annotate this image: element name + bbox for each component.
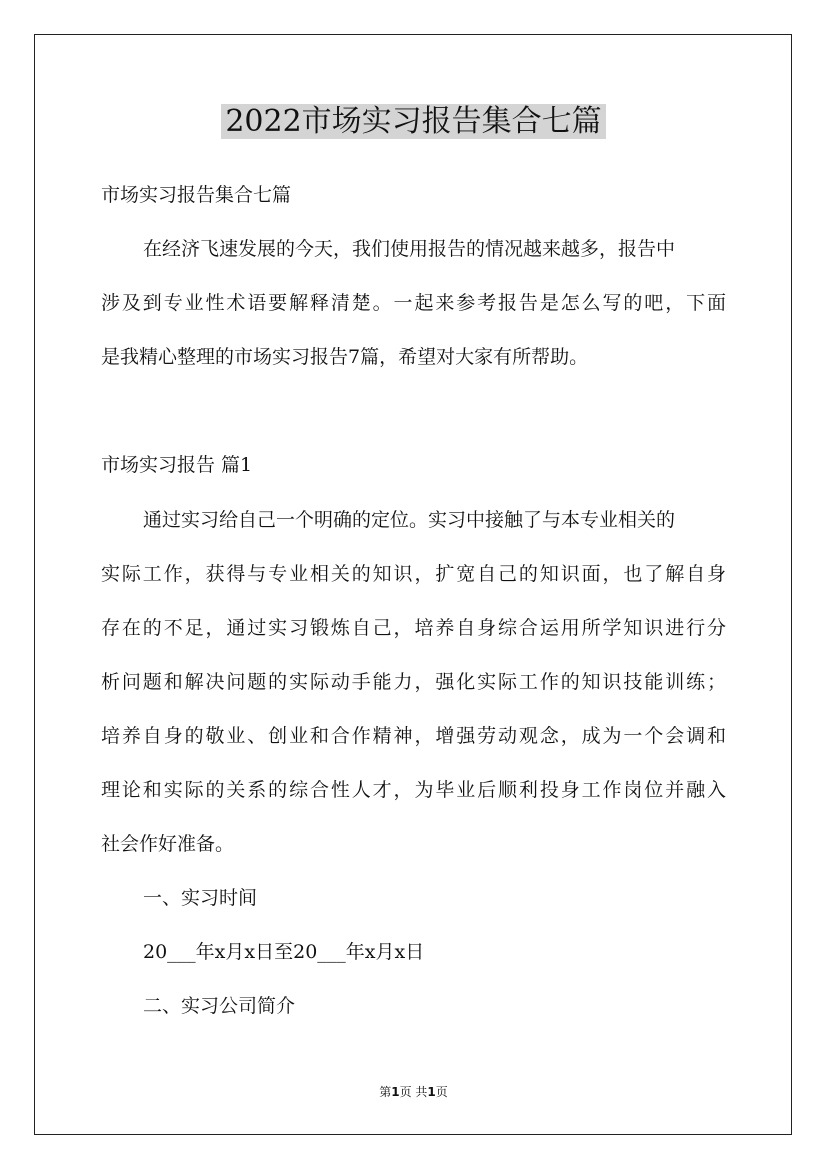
item2-heading: 二、实习公司简介 <box>143 995 296 1017</box>
section1-heading: 市场实习报告 篇1 <box>101 454 253 476</box>
section1-line-4: 析问题和解决问题的实际动手能力，强化实际工作的知识技能训练； <box>101 671 726 693</box>
section1-line-6: 理论和实际的关系的综合性人才，为毕业后顺利投身工作岗位并融入 <box>101 779 726 801</box>
section1-line-7: 社会作好准备。 <box>101 833 235 855</box>
footer-page-prefix: 第 <box>379 1085 392 1099</box>
footer-page-total: 1 <box>427 1085 436 1099</box>
item1-value: 20___年x月x日至20___年x月x日 <box>143 941 425 963</box>
intro-line-3: 是我精心整理的市场实习报告7篇，希望对大家有所帮助。 <box>101 346 589 368</box>
footer-page-current: 1 <box>391 1085 400 1099</box>
intro-line-2: 涉及到专业性术语要解释清楚。一起来参考报告是怎么写的吧，下面 <box>101 292 726 314</box>
intro-line-1: 在经济飞速发展的今天，我们使用报告的情况越来越多，报告中 <box>143 238 676 260</box>
item1-heading: 一、实习时间 <box>143 887 258 909</box>
section1-line-1: 通过实习给自己一个明确的定位。实习中接触了与本专业相关的 <box>143 509 676 531</box>
footer-page-suffix: 页 <box>435 1085 448 1099</box>
document-title-text: 2022市场实习报告集合七篇 <box>221 104 605 139</box>
page-footer <box>0 1084 827 1100</box>
document-title <box>0 100 827 144</box>
document-subtitle: 市场实习报告集合七篇 <box>101 184 292 206</box>
footer-page-mid: 页 共 <box>399 1085 428 1099</box>
section1-line-3: 存在的不足，通过实习锻炼自己，培养自身综合运用所学知识进行分 <box>101 617 726 639</box>
section1-line-5: 培养自身的敬业、创业和合作精神，增强劳动观念，成为一个会调和 <box>101 725 726 747</box>
section1-line-2: 实际工作，获得与专业相关的知识，扩宽自己的知识面，也了解自身 <box>101 563 726 585</box>
